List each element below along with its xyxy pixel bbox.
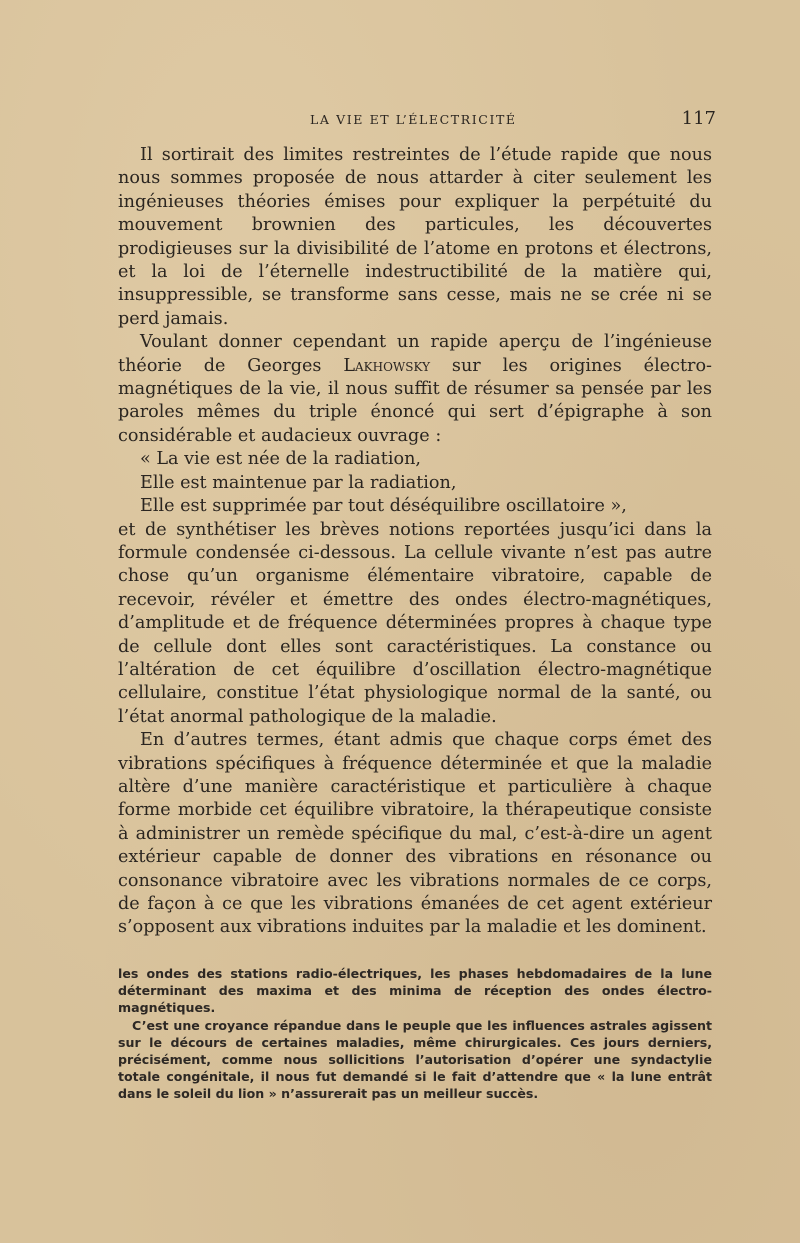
paragraph-2-start: Voulant donner cependant un rapide aperçu de l’ingénieuse théorie de Georges [118,332,712,376]
epigraph-line-2: Elle est maintenue par la radiation, [140,472,457,493]
paragraph-4: En d’autres termes, étant admis que chaque corps émet des vibrations spécifiques à fréquence déterminée et que la maladie altère d’une manière caractéristique et particulière à chaque forme morbide cet équilibre vibratoire, la thérapeutique consiste à administrer un remède spécifique du mal, c’est-à-dire un agent extérieur capable de donner des vibrations en résonance ou consonance vibratoire avec les vibrations normales de ce corps, de façon à ce que les vibrations émanées de cet agent extérieur s’opposent aux vibrations induites par la maladie et les dominent. [118,730,712,938]
epigraph-line-3: Elle est supprimée par tout déséquilibre oscillatoire », [140,496,627,517]
paragraph-3: et de synthétiser les brèves notions reportées jusqu’ici dans la formule condensée ci-dessous. La cellule vivante n’est pas autre chose qu’un organisme élémentaire vibratoire, capable de recevoir, révéler et émettre des ondes électro-magnétiques, d’amplitude et de fréquence déterminées propres à chaque type de cellule dont elles sont caractéristiques. La constance ou l’altération de cet équilibre d’oscillation électro-magnétique cellulaire, constitue l’état physiologique normal de la santé, ou l’état anormal pathologique de la maladie. [118,519,712,727]
paragraph-1: Il sortirait des limites restreintes de l’étude rapide que nous nous sommes proposée de nous attarder à citer seulement les ingénieuses théories émises pour expliquer la perpétuité du mouvement brownien des particules, les découvertes prodigieuses sur la divisibilité de l’atome en protons et électrons, et la loi de l’éternelle indestructibilité de la matière qui, insuppressible, se transforme sans cesse, mais ne se crée ni se perd jamais. [118,145,712,329]
paragraph-2 [118,331,712,448]
running-title: LA VIE ET L’ÉLECTRICITÉ [310,112,517,127]
main-text [118,144,712,940]
footnote-2: C’est une croyance répandue dans le peuple que les influences astrales agissent sur le décours de certaines maladies, même chirurgicales. Ces jours derniers, précisément, comme nous sollicitions l’autorisation d’opérer une syndactylie totale congénitale, il nous fut demandé si le fait d’attendre que « la lune entrât dans le soleil du lion » n’assurerait pas un meilleur succès. [118,1017,712,1102]
paragraph-2-end: sur les origines électro-magnétiques de la vie, il nous suffit de résumer sa pensée par les paroles mêmes du triple énoncé qui sert d’épigraphe à son considérable et audacieux ouvrage : [118,355,712,446]
page-number: 117 [681,108,716,129]
page-header [118,108,716,136]
author-name: Lakhowsky [343,355,431,376]
epigraph-line-1: « La vie est née de la radiation, [140,449,422,470]
footnotes [118,965,712,1103]
footnote-continuation: les ondes des stations radio-électriques, les phases hebdomadaires de la lune déterminant des maxima et des minima de réception des ondes électro-magnétiques. [118,966,712,1016]
